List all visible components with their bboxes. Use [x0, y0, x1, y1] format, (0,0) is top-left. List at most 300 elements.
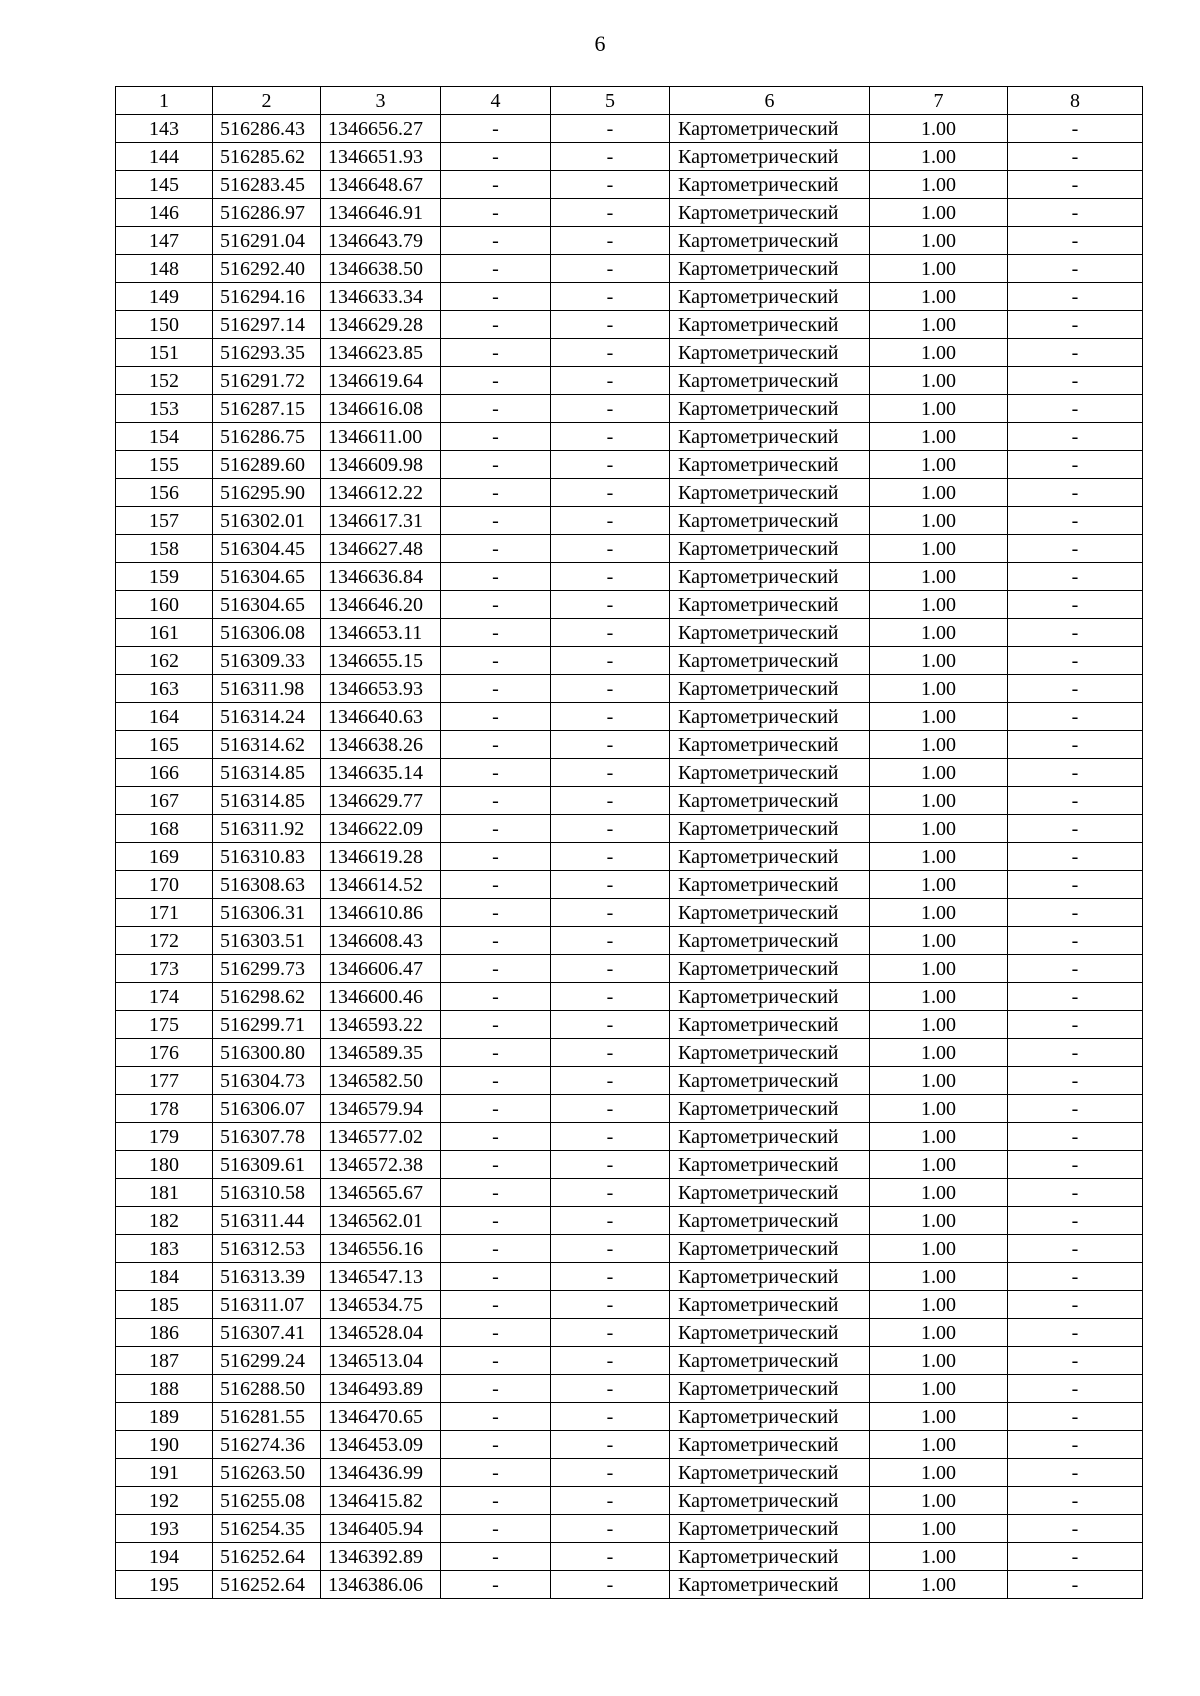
- column-5-cell: -: [551, 115, 670, 143]
- table-row: [116, 367, 1143, 395]
- column-5-cell: -: [551, 1543, 670, 1571]
- column-8-cell: -: [1008, 143, 1143, 171]
- column-8-cell: -: [1008, 1235, 1143, 1263]
- column-5-cell: -: [551, 759, 670, 787]
- column-4-cell: -: [441, 367, 551, 395]
- point-number-cell: 170: [116, 871, 213, 899]
- coordinates-table: [115, 86, 1143, 1599]
- column-5-cell: -: [551, 983, 670, 1011]
- accuracy-cell: 1.00: [870, 787, 1008, 815]
- point-number-cell: 155: [116, 451, 213, 479]
- column-5-cell: -: [551, 955, 670, 983]
- point-number-cell: 194: [116, 1543, 213, 1571]
- column-5-cell: -: [551, 1011, 670, 1039]
- x-coordinate-cell: 516255.08: [213, 1487, 321, 1515]
- accuracy-cell: 1.00: [870, 1123, 1008, 1151]
- accuracy-cell: 1.00: [870, 1151, 1008, 1179]
- table-row: [116, 1319, 1143, 1347]
- accuracy-cell: 1.00: [870, 199, 1008, 227]
- y-coordinate-cell: 1346612.22: [321, 479, 441, 507]
- column-5-cell: -: [551, 591, 670, 619]
- column-4-cell: -: [441, 1543, 551, 1571]
- column-8-cell: -: [1008, 927, 1143, 955]
- column-8-cell: -: [1008, 1151, 1143, 1179]
- table-row: [116, 1235, 1143, 1263]
- method-cell: Картометрический: [670, 199, 870, 227]
- table-row: [116, 871, 1143, 899]
- column-8-cell: -: [1008, 1263, 1143, 1291]
- y-coordinate-cell: 1346633.34: [321, 283, 441, 311]
- column-8-cell: -: [1008, 283, 1143, 311]
- table-row: [116, 1431, 1143, 1459]
- point-number-cell: 180: [116, 1151, 213, 1179]
- column-4-cell: -: [441, 1179, 551, 1207]
- column-4-cell: -: [441, 703, 551, 731]
- y-coordinate-cell: 1346386.06: [321, 1571, 441, 1599]
- x-coordinate-cell: 516312.53: [213, 1235, 321, 1263]
- point-number-cell: 192: [116, 1487, 213, 1515]
- table-row: [116, 619, 1143, 647]
- y-coordinate-cell: 1346622.09: [321, 815, 441, 843]
- table-row: [116, 703, 1143, 731]
- accuracy-cell: 1.00: [870, 1039, 1008, 1067]
- x-coordinate-cell: 516287.15: [213, 395, 321, 423]
- point-number-cell: 151: [116, 339, 213, 367]
- column-5-cell: -: [551, 535, 670, 563]
- point-number-cell: 181: [116, 1179, 213, 1207]
- column-8-cell: -: [1008, 479, 1143, 507]
- page-number: 6: [594, 31, 606, 56]
- table-row: [116, 787, 1143, 815]
- x-coordinate-cell: 516298.62: [213, 983, 321, 1011]
- header-cell-4: 4: [441, 87, 551, 115]
- method-cell: Картометрический: [670, 507, 870, 535]
- column-4-cell: -: [441, 1095, 551, 1123]
- y-coordinate-cell: 1346610.86: [321, 899, 441, 927]
- table-body: [116, 115, 1143, 1599]
- column-4-cell: -: [441, 955, 551, 983]
- table-row: [116, 395, 1143, 423]
- method-cell: Картометрический: [670, 787, 870, 815]
- y-coordinate-cell: 1346453.09: [321, 1431, 441, 1459]
- column-5-cell: -: [551, 731, 670, 759]
- y-coordinate-cell: 1346638.26: [321, 731, 441, 759]
- accuracy-cell: 1.00: [870, 1095, 1008, 1123]
- column-8-cell: -: [1008, 1067, 1143, 1095]
- point-number-cell: 167: [116, 787, 213, 815]
- table-row: [116, 1543, 1143, 1571]
- point-number-cell: 176: [116, 1039, 213, 1067]
- y-coordinate-cell: 1346547.13: [321, 1263, 441, 1291]
- method-cell: Картометрический: [670, 1319, 870, 1347]
- x-coordinate-cell: 516274.36: [213, 1431, 321, 1459]
- column-4-cell: -: [441, 451, 551, 479]
- point-number-cell: 189: [116, 1403, 213, 1431]
- accuracy-cell: 1.00: [870, 171, 1008, 199]
- column-8-cell: -: [1008, 731, 1143, 759]
- column-4-cell: -: [441, 1263, 551, 1291]
- accuracy-cell: 1.00: [870, 1263, 1008, 1291]
- table-row: [116, 1179, 1143, 1207]
- column-5-cell: -: [551, 1291, 670, 1319]
- point-number-cell: 159: [116, 563, 213, 591]
- point-number-cell: 187: [116, 1347, 213, 1375]
- y-coordinate-cell: 1346623.85: [321, 339, 441, 367]
- accuracy-cell: 1.00: [870, 899, 1008, 927]
- column-8-cell: -: [1008, 1291, 1143, 1319]
- column-5-cell: -: [551, 563, 670, 591]
- column-5-cell: -: [551, 255, 670, 283]
- table-row: [116, 171, 1143, 199]
- y-coordinate-cell: 1346593.22: [321, 1011, 441, 1039]
- method-cell: Картометрический: [670, 255, 870, 283]
- accuracy-cell: 1.00: [870, 423, 1008, 451]
- accuracy-cell: 1.00: [870, 1459, 1008, 1487]
- accuracy-cell: 1.00: [870, 1179, 1008, 1207]
- table-row: [116, 1347, 1143, 1375]
- x-coordinate-cell: 516304.65: [213, 591, 321, 619]
- accuracy-cell: 1.00: [870, 1403, 1008, 1431]
- column-5-cell: -: [551, 199, 670, 227]
- x-coordinate-cell: 516310.83: [213, 843, 321, 871]
- point-number-cell: 169: [116, 843, 213, 871]
- table-row: [116, 815, 1143, 843]
- point-number-cell: 162: [116, 647, 213, 675]
- table-row: [116, 1263, 1143, 1291]
- column-5-cell: -: [551, 171, 670, 199]
- table-row: [116, 1291, 1143, 1319]
- point-number-cell: 148: [116, 255, 213, 283]
- accuracy-cell: 1.00: [870, 339, 1008, 367]
- column-5-cell: -: [551, 927, 670, 955]
- method-cell: Картометрический: [670, 1123, 870, 1151]
- column-4-cell: -: [441, 1039, 551, 1067]
- accuracy-cell: 1.00: [870, 395, 1008, 423]
- column-5-cell: -: [551, 1067, 670, 1095]
- point-number-cell: 193: [116, 1515, 213, 1543]
- point-number-cell: 182: [116, 1207, 213, 1235]
- column-4-cell: -: [441, 927, 551, 955]
- point-number-cell: 157: [116, 507, 213, 535]
- column-4-cell: -: [441, 647, 551, 675]
- column-5-cell: -: [551, 395, 670, 423]
- column-8-cell: -: [1008, 619, 1143, 647]
- method-cell: Картометрический: [670, 1235, 870, 1263]
- method-cell: Картометрический: [670, 535, 870, 563]
- method-cell: Картометрический: [670, 311, 870, 339]
- point-number-cell: 149: [116, 283, 213, 311]
- y-coordinate-cell: 1346562.01: [321, 1207, 441, 1235]
- point-number-cell: 168: [116, 815, 213, 843]
- column-5-cell: -: [551, 703, 670, 731]
- method-cell: Картометрический: [670, 451, 870, 479]
- column-5-cell: -: [551, 1235, 670, 1263]
- column-4-cell: -: [441, 479, 551, 507]
- point-number-cell: 179: [116, 1123, 213, 1151]
- x-coordinate-cell: 516304.73: [213, 1067, 321, 1095]
- column-4-cell: -: [441, 1235, 551, 1263]
- x-coordinate-cell: 516308.63: [213, 871, 321, 899]
- column-5-cell: -: [551, 1487, 670, 1515]
- column-8-cell: -: [1008, 1039, 1143, 1067]
- column-4-cell: -: [441, 759, 551, 787]
- y-coordinate-cell: 1346589.35: [321, 1039, 441, 1067]
- point-number-cell: 144: [116, 143, 213, 171]
- method-cell: Картометрический: [670, 703, 870, 731]
- column-5-cell: -: [551, 1571, 670, 1599]
- point-number-cell: 161: [116, 619, 213, 647]
- column-8-cell: -: [1008, 339, 1143, 367]
- accuracy-cell: 1.00: [870, 619, 1008, 647]
- method-cell: Картометрический: [670, 1011, 870, 1039]
- y-coordinate-cell: 1346643.79: [321, 227, 441, 255]
- column-8-cell: -: [1008, 1123, 1143, 1151]
- table-row: [116, 1487, 1143, 1515]
- column-5-cell: -: [551, 843, 670, 871]
- method-cell: Картометрический: [670, 899, 870, 927]
- column-4-cell: -: [441, 227, 551, 255]
- table-row: [116, 283, 1143, 311]
- column-8-cell: -: [1008, 199, 1143, 227]
- column-4-cell: -: [441, 1067, 551, 1095]
- table-row: [116, 339, 1143, 367]
- column-4-cell: -: [441, 1011, 551, 1039]
- method-cell: Картометрический: [670, 1039, 870, 1067]
- accuracy-cell: 1.00: [870, 255, 1008, 283]
- column-8-cell: -: [1008, 1011, 1143, 1039]
- header-cell-3: 3: [321, 87, 441, 115]
- accuracy-cell: 1.00: [870, 731, 1008, 759]
- x-coordinate-cell: 516292.40: [213, 255, 321, 283]
- y-coordinate-cell: 1346436.99: [321, 1459, 441, 1487]
- column-8-cell: -: [1008, 311, 1143, 339]
- y-coordinate-cell: 1346646.91: [321, 199, 441, 227]
- x-coordinate-cell: 516297.14: [213, 311, 321, 339]
- table-row: [116, 759, 1143, 787]
- accuracy-cell: 1.00: [870, 1291, 1008, 1319]
- column-4-cell: -: [441, 1375, 551, 1403]
- column-4-cell: -: [441, 1151, 551, 1179]
- y-coordinate-cell: 1346600.46: [321, 983, 441, 1011]
- method-cell: Картометрический: [670, 171, 870, 199]
- point-number-cell: 166: [116, 759, 213, 787]
- column-4-cell: -: [441, 1515, 551, 1543]
- table-row: [116, 983, 1143, 1011]
- column-5-cell: -: [551, 787, 670, 815]
- method-cell: Картометрический: [670, 1571, 870, 1599]
- table-row: [116, 899, 1143, 927]
- y-coordinate-cell: 1346653.93: [321, 675, 441, 703]
- column-8-cell: -: [1008, 1207, 1143, 1235]
- accuracy-cell: 1.00: [870, 759, 1008, 787]
- column-4-cell: -: [441, 563, 551, 591]
- y-coordinate-cell: 1346617.31: [321, 507, 441, 535]
- method-cell: Картометрический: [670, 1459, 870, 1487]
- x-coordinate-cell: 516293.35: [213, 339, 321, 367]
- y-coordinate-cell: 1346405.94: [321, 1515, 441, 1543]
- accuracy-cell: 1.00: [870, 843, 1008, 871]
- x-coordinate-cell: 516307.41: [213, 1319, 321, 1347]
- accuracy-cell: 1.00: [870, 311, 1008, 339]
- accuracy-cell: 1.00: [870, 1431, 1008, 1459]
- column-4-cell: -: [441, 143, 551, 171]
- x-coordinate-cell: 516311.98: [213, 675, 321, 703]
- x-coordinate-cell: 516314.85: [213, 759, 321, 787]
- column-5-cell: -: [551, 423, 670, 451]
- x-coordinate-cell: 516299.71: [213, 1011, 321, 1039]
- accuracy-cell: 1.00: [870, 703, 1008, 731]
- accuracy-cell: 1.00: [870, 143, 1008, 171]
- method-cell: Картометрический: [670, 1263, 870, 1291]
- column-5-cell: -: [551, 367, 670, 395]
- accuracy-cell: 1.00: [870, 227, 1008, 255]
- column-8-cell: -: [1008, 1571, 1143, 1599]
- method-cell: Картометрический: [670, 143, 870, 171]
- column-4-cell: -: [441, 591, 551, 619]
- accuracy-cell: 1.00: [870, 451, 1008, 479]
- point-number-cell: 190: [116, 1431, 213, 1459]
- method-cell: Картометрический: [670, 591, 870, 619]
- method-cell: Картометрический: [670, 1431, 870, 1459]
- column-8-cell: -: [1008, 675, 1143, 703]
- column-4-cell: -: [441, 255, 551, 283]
- header-cell-2: 2: [213, 87, 321, 115]
- column-5-cell: -: [551, 647, 670, 675]
- x-coordinate-cell: 516281.55: [213, 1403, 321, 1431]
- method-cell: Картометрический: [670, 367, 870, 395]
- method-cell: Картометрический: [670, 843, 870, 871]
- column-5-cell: -: [551, 283, 670, 311]
- accuracy-cell: 1.00: [870, 1011, 1008, 1039]
- point-number-cell: 152: [116, 367, 213, 395]
- accuracy-cell: 1.00: [870, 675, 1008, 703]
- column-5-cell: -: [551, 675, 670, 703]
- y-coordinate-cell: 1346470.65: [321, 1403, 441, 1431]
- method-cell: Картометрический: [670, 1347, 870, 1375]
- method-cell: Картометрический: [670, 815, 870, 843]
- accuracy-cell: 1.00: [870, 1375, 1008, 1403]
- column-5-cell: -: [551, 619, 670, 647]
- table-row: [116, 843, 1143, 871]
- accuracy-cell: 1.00: [870, 115, 1008, 143]
- column-5-cell: -: [551, 339, 670, 367]
- column-8-cell: -: [1008, 227, 1143, 255]
- column-4-cell: -: [441, 619, 551, 647]
- x-coordinate-cell: 516307.78: [213, 1123, 321, 1151]
- x-coordinate-cell: 516300.80: [213, 1039, 321, 1067]
- y-coordinate-cell: 1346572.38: [321, 1151, 441, 1179]
- column-4-cell: -: [441, 283, 551, 311]
- x-coordinate-cell: 516283.45: [213, 171, 321, 199]
- point-number-cell: 163: [116, 675, 213, 703]
- y-coordinate-cell: 1346608.43: [321, 927, 441, 955]
- x-coordinate-cell: 516252.64: [213, 1571, 321, 1599]
- x-coordinate-cell: 516314.24: [213, 703, 321, 731]
- accuracy-cell: 1.00: [870, 563, 1008, 591]
- y-coordinate-cell: 1346629.77: [321, 787, 441, 815]
- method-cell: Картометрический: [670, 731, 870, 759]
- x-coordinate-cell: 516295.90: [213, 479, 321, 507]
- point-number-cell: 183: [116, 1235, 213, 1263]
- y-coordinate-cell: 1346629.28: [321, 311, 441, 339]
- x-coordinate-cell: 516306.31: [213, 899, 321, 927]
- table-row: [116, 563, 1143, 591]
- method-cell: Картометрический: [670, 927, 870, 955]
- column-4-cell: -: [441, 1291, 551, 1319]
- point-number-cell: 173: [116, 955, 213, 983]
- method-cell: Картометрический: [670, 283, 870, 311]
- point-number-cell: 174: [116, 983, 213, 1011]
- column-8-cell: -: [1008, 367, 1143, 395]
- x-coordinate-cell: 516286.75: [213, 423, 321, 451]
- method-cell: Картометрический: [670, 1207, 870, 1235]
- y-coordinate-cell: 1346619.64: [321, 367, 441, 395]
- column-8-cell: -: [1008, 1403, 1143, 1431]
- header-cell-7: 7: [870, 87, 1008, 115]
- method-cell: Картометрический: [670, 395, 870, 423]
- column-4-cell: -: [441, 871, 551, 899]
- column-8-cell: -: [1008, 703, 1143, 731]
- y-coordinate-cell: 1346648.67: [321, 171, 441, 199]
- x-coordinate-cell: 516303.51: [213, 927, 321, 955]
- x-coordinate-cell: 516304.45: [213, 535, 321, 563]
- column-8-cell: -: [1008, 171, 1143, 199]
- point-number-cell: 150: [116, 311, 213, 339]
- x-coordinate-cell: 516309.61: [213, 1151, 321, 1179]
- column-4-cell: -: [441, 1431, 551, 1459]
- point-number-cell: 145: [116, 171, 213, 199]
- table-row: [116, 451, 1143, 479]
- column-5-cell: -: [551, 1151, 670, 1179]
- x-coordinate-cell: 516311.44: [213, 1207, 321, 1235]
- y-coordinate-cell: 1346528.04: [321, 1319, 441, 1347]
- accuracy-cell: 1.00: [870, 1571, 1008, 1599]
- column-8-cell: -: [1008, 1459, 1143, 1487]
- header-cell-6: 6: [670, 87, 870, 115]
- column-4-cell: -: [441, 1207, 551, 1235]
- method-cell: Картометрический: [670, 871, 870, 899]
- column-8-cell: -: [1008, 1319, 1143, 1347]
- x-coordinate-cell: 516314.62: [213, 731, 321, 759]
- column-8-cell: -: [1008, 451, 1143, 479]
- method-cell: Картометрический: [670, 619, 870, 647]
- table-header-row: [116, 87, 1143, 115]
- method-cell: Картометрический: [670, 1515, 870, 1543]
- table-row: [116, 423, 1143, 451]
- accuracy-cell: 1.00: [870, 479, 1008, 507]
- x-coordinate-cell: 516263.50: [213, 1459, 321, 1487]
- point-number-cell: 186: [116, 1319, 213, 1347]
- column-8-cell: -: [1008, 1347, 1143, 1375]
- method-cell: Картометрический: [670, 647, 870, 675]
- table-row: [116, 143, 1143, 171]
- table-row: [116, 311, 1143, 339]
- method-cell: Картометрический: [670, 1151, 870, 1179]
- x-coordinate-cell: 516311.07: [213, 1291, 321, 1319]
- accuracy-cell: 1.00: [870, 507, 1008, 535]
- method-cell: Картометрический: [670, 675, 870, 703]
- table-row: [116, 1207, 1143, 1235]
- column-4-cell: -: [441, 171, 551, 199]
- table-row: [116, 591, 1143, 619]
- x-coordinate-cell: 516291.72: [213, 367, 321, 395]
- header-cell-1: 1: [116, 87, 213, 115]
- x-coordinate-cell: 516311.92: [213, 815, 321, 843]
- column-8-cell: -: [1008, 647, 1143, 675]
- column-5-cell: -: [551, 1123, 670, 1151]
- column-8-cell: -: [1008, 115, 1143, 143]
- point-number-cell: 165: [116, 731, 213, 759]
